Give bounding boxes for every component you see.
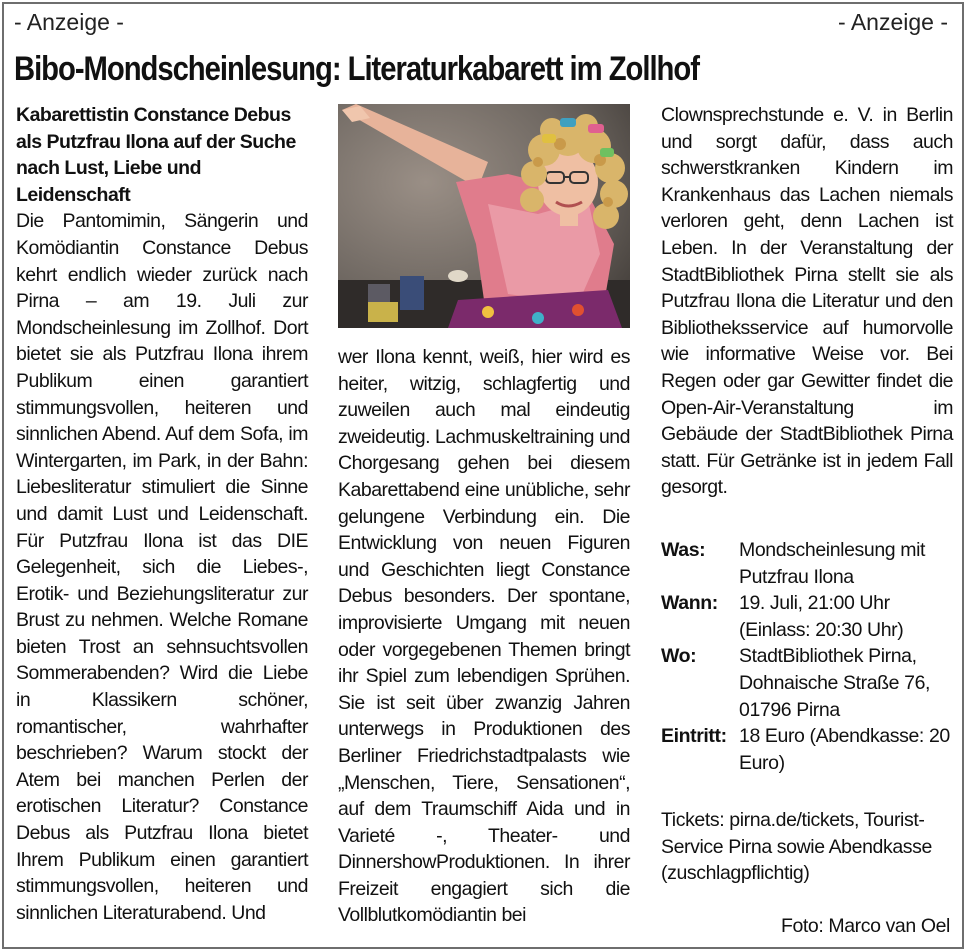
column-1-body: Die Pantomimin, Sängerin und Komödiantin Constance Debus kehrt endlich wieder zurück nach Pirna – am 19. Juli zur Mondscheinlesung im Zollhof. Dort bietet sie als Putzfrau Ilona ihrem Publikum einen garantiert stimmungsvollen, heiteren und sinnlichen Abend. Auf dem Sofa, im Wintergarten, im Park, in der Bahn: Liebesliteratur stimuliert die Sinne und damit Lust und Leidenschaft. Für Putzfrau Ilona ist das DIE Gelegenheit, sich die Liebes-, Erotik- und Beziehungsliteratur zur Brust zu nehmen. Welche Romane bieten Trost an sehnsuchtsvollen Sommerabenden? Wird die Liebe in Klassikern schöner, romantischer, wahrhafter beschrieben? Warum stockt der Atem bei manchen Perlen der erotischen Literatur? Constance Debus als Putzfrau Ilona bietet Ihrem Publikum einen garantiert stimmungsvollen, heiteren und sinnlichen Literaturabend. Und (16, 210, 308, 924)
article-headline: Bibo-Mondscheinlesung: Literaturkabarett im Zollhof (14, 50, 699, 88)
performer-photo (338, 104, 630, 328)
info-key: Eintritt: (661, 725, 727, 748)
info-row-admission (661, 723, 953, 776)
info-row-what (661, 537, 953, 590)
photo-credit: Foto: Marco van Oel (780, 915, 950, 937)
info-row-when (661, 590, 953, 643)
article-column-2: wer Ilona kennt, weiß, hier wird es heiter, witzig, schlagfertig und zuweilen auch mal eindeutig zweideutig. Lachmuskeltraining und Chorgesang gehen bei diesem Kabarettabend eine unübliche, sehr gelungene Verbindung ein. Die Entwicklung von neuen Figuren und Geschichten liegt Constance Debus besonders. Der spontane, improvisierte Umgang mit neuen oder vorgegebenen Themen bringt ihr Spiel zum lebendigen Sprühen. Sie ist seit über zwanzig Jahren unterwegs in Produktionen des Berliner Friedrichstadtpalasts wie „Menschen, Tiere, Sensationen“, auf dem Traumschiff Aida und in Varieté -, Theater- und DinnershowProduktionen. In ihrer Freizeit engagiert sich die Vollblutkomödiantin bei (338, 346, 630, 927)
info-key: Wann: (661, 592, 718, 615)
tickets-info: Tickets: pirna.de/tickets, Tourist-Service Pirna sowie Abendkasse (zuschlagpflichtig) (661, 809, 932, 885)
info-value: StadtBibliothek Pirna, Dohnaische Straße 76, 01796 Pirna (739, 645, 931, 721)
info-key: Wo: (661, 645, 697, 668)
info-row-where (661, 643, 953, 723)
event-info-box (661, 537, 953, 776)
ad-label-left: - Anzeige - (14, 9, 124, 35)
info-value: 19. Juli, 21:00 Uhr (Einlass: 20:30 Uhr) (739, 592, 904, 641)
article-column-1 (16, 102, 308, 926)
ad-label-right: - Anzeige - (838, 9, 948, 35)
info-key: Was: (661, 539, 706, 561)
info-value: 18 Euro (Abendkasse: 20 Euro) (739, 725, 950, 774)
info-value: Mondscheinlesung mit Putzfrau Ilona (739, 539, 926, 588)
article-column-3: Clownsprechstunde e. V. in Berlin und sorgt dafür, dass auch schwerstkranken Kindern im Krankenhaus das Lachen niemals verloren geht, denn Lachen ist Leben. In der Veranstaltung der StadtBibliothek Pirna stellt sie als Putzfrau Ilona die Literatur und den Bibliotheksservice auf humorvolle wie informative Weise vor. Bei Regen oder gar Gewitter findet die Open-Air-Veranstaltung im Gebäude der StadtBibliothek Pirna statt. Für Getränke ist in jedem Fall gesorgt. (661, 104, 953, 499)
article-lead: Kabarettistin Constance Debus als Putzfrau Ilona auf der Suche nach Lust, Liebe und Leidenschaft (16, 104, 296, 206)
